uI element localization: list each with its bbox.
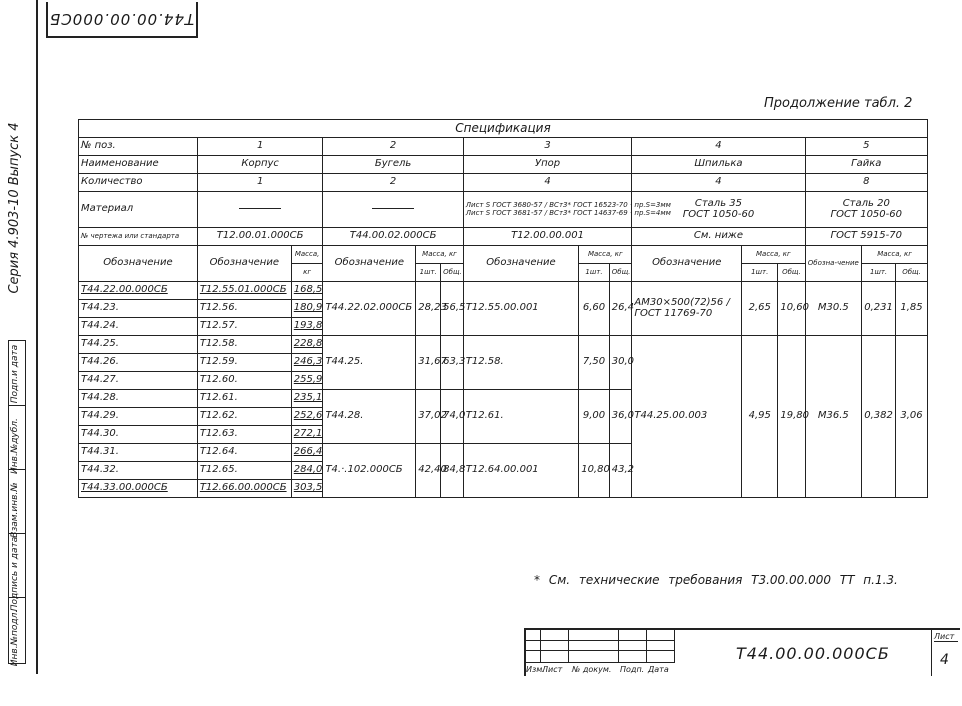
side-signature-boxes <box>8 340 26 667</box>
header-1sht: 1шт. <box>579 264 610 282</box>
header-1sht: 1шт. <box>862 264 896 282</box>
side-label: Инв.№дубл. <box>10 418 20 474</box>
korpus-mass: 235,1 <box>291 390 323 408</box>
material-korpus-dash <box>197 192 323 228</box>
header-oboz-korpus: Обозначение <box>197 246 291 282</box>
main-oboz: Т44.28. <box>79 390 198 408</box>
name-bugel: Бугель <box>323 156 463 174</box>
main-oboz: Т44.30. <box>79 426 198 444</box>
korpus-oboz: Т12.64. <box>197 444 291 462</box>
header-oboz-bugel: Обозначение <box>323 246 416 282</box>
korpus-mass: 193,8 <box>291 318 323 336</box>
name-gayka: Гайка <box>805 156 927 174</box>
drawing-row <box>79 228 928 246</box>
pos-5: 5 <box>805 138 927 156</box>
sheet-cell <box>931 630 960 676</box>
bugel-oboz: Т44.28. <box>323 390 416 444</box>
upor-mass-1: 6,60 <box>579 282 610 336</box>
upor-mass-total: 43,2 <box>609 444 632 498</box>
continuation-note: Продолжение табл. 2 <box>764 96 913 111</box>
pos-label: № поз. <box>79 138 198 156</box>
bugel-mass-total: 84,8 <box>441 444 464 498</box>
qty-label: Количество <box>79 174 198 192</box>
left-margin-strip <box>0 0 36 674</box>
material-upor-line: Лист S ГОСТ 3680-57 / ВСт3* ГОСТ 16523-70 · пр.S=3мм <box>465 201 671 210</box>
material-row <box>79 192 928 228</box>
main-oboz: Т44.29. <box>79 408 198 426</box>
title-block <box>524 628 960 676</box>
main-oboz: Т44.25. <box>79 336 198 354</box>
korpus-oboz: Т12.58. <box>197 336 291 354</box>
material-line: ГОСТ 1050-60 <box>830 208 902 220</box>
main-oboz: Т44.23. <box>79 300 198 318</box>
tb-cell <box>526 650 541 663</box>
qty-3: 4 <box>463 174 632 192</box>
upor-mass-total: 30,0 <box>609 336 632 390</box>
bugel-mass-total: 56,5 <box>441 282 464 336</box>
header-mass-gayka: Масса, кг <box>862 246 928 264</box>
shp-mass-1: 2,65 <box>742 282 778 336</box>
main-oboz: Т44.24. <box>79 318 198 336</box>
bugel-oboz: Т4.·.102.000СБ <box>323 444 416 498</box>
table-title: Спецификация <box>79 120 928 138</box>
main-oboz: Т44.33.00.000СБ <box>79 480 198 498</box>
korpus-oboz: Т12.55.01.000СБ <box>197 282 291 300</box>
qty-5: 8 <box>805 174 927 192</box>
header-1sht: 1шт. <box>416 264 441 282</box>
drawing-1: Т12.00.01.000СБ <box>197 228 323 246</box>
korpus-oboz: Т12.63. <box>197 426 291 444</box>
table-row <box>79 282 928 300</box>
upor-mass-1: 7,50 <box>579 336 610 390</box>
gayka-oboz: М30.5 <box>805 282 862 336</box>
korpus-mass: 303,5 <box>291 480 323 498</box>
qty-4: 4 <box>632 174 805 192</box>
shp-oboz-text: АМ30×500(72)56 / ГОСТ 11769-70 <box>634 297 730 319</box>
upor-oboz: Т12.55.00.001 <box>463 282 578 336</box>
side-label: Подп.и дата <box>10 344 20 404</box>
tb-label-list: Лист <box>542 665 563 674</box>
korpus-mass: 228,8 <box>291 336 323 354</box>
material-gayka <box>805 192 927 228</box>
upor-mass-total: 36,0 <box>609 390 632 444</box>
pos-row <box>79 138 928 156</box>
specification-table <box>78 119 928 498</box>
pos-3: 3 <box>463 138 632 156</box>
title-block-grid <box>526 630 686 676</box>
table-row <box>79 336 928 354</box>
bugel-mass-1: 42,40 <box>416 444 441 498</box>
header-obsh: Общ. <box>778 264 805 282</box>
korpus-mass: 255,9 <box>291 372 323 390</box>
korpus-oboz: Т12.57. <box>197 318 291 336</box>
bugel-oboz: Т44.25. <box>323 336 416 390</box>
drawing-5: ГОСТ 5915-70 <box>805 228 927 246</box>
main-oboz: Т44.31. <box>79 444 198 462</box>
korpus-oboz: Т12.56. <box>197 300 291 318</box>
bugel-mass-1: 37,02 <box>416 390 441 444</box>
tb-label-dokum: № докум. <box>572 665 612 674</box>
main-oboz: Т44.32. <box>79 462 198 480</box>
korpus-mass: 168,5 <box>291 282 323 300</box>
bugel-mass-1: 31,67 <box>416 336 441 390</box>
material-label: Материал <box>79 192 198 228</box>
header-obsh: Общ. <box>609 264 632 282</box>
sheet-number: 4 <box>940 652 949 668</box>
side-label: Взам.инв.№ <box>10 482 20 538</box>
tb-cell <box>618 650 647 663</box>
gayka-mass-1: 0,382 <box>862 336 896 498</box>
korpus-mass: 266,4 <box>291 444 323 462</box>
header-oboz-gayka: Обозна-чение <box>805 246 862 282</box>
side-label: Подпись и дата <box>10 536 20 612</box>
upor-mass-1: 10,80 <box>579 444 610 498</box>
material-upor-line: Лист S ГОСТ 3681-57 / ВСт3* ГОСТ 14637-69 · пр.S=4мм <box>465 208 671 217</box>
upor-mass-1: 9,00 <box>579 390 610 444</box>
qty-1: 1 <box>197 174 323 192</box>
pos-4: 4 <box>632 138 805 156</box>
shp-mass-total: 10,60 <box>778 282 805 336</box>
shp-oboz: Т44.25.00.003 <box>632 336 742 498</box>
korpus-oboz: Т12.61. <box>197 390 291 408</box>
table-title-row <box>79 120 928 138</box>
subheader-row-1 <box>79 246 928 264</box>
korpus-mass: 180,9 <box>291 300 323 318</box>
tb-cell <box>646 650 675 663</box>
name-label: Наименование <box>79 156 198 174</box>
qty-2: 2 <box>323 174 463 192</box>
material-upor <box>463 192 671 228</box>
shp-mass-1: 4,95 <box>742 336 778 498</box>
name-shpilka: Шпилька <box>632 156 805 174</box>
main-oboz: Т44.22.00.000СБ <box>79 282 198 300</box>
bugel-mass-1: 28,23 <box>416 282 441 336</box>
gayka-mass-total: 3,06 <box>896 336 928 498</box>
shp-mass-total: 19,80 <box>778 336 805 498</box>
drawing-label: № чертежа или стандарта <box>79 228 198 246</box>
header-oboz-shp: Обозначение <box>632 246 742 282</box>
korpus-oboz: Т12.65. <box>197 462 291 480</box>
footnote: * См. технические требования Т3.00.00.000 ТТ п.1.3. <box>534 573 898 587</box>
bugel-mass-total: 63,3 <box>441 336 464 390</box>
header-mass-upor: Масса, кг <box>579 246 632 264</box>
korpus-mass: 246,3 <box>291 354 323 372</box>
qty-row <box>79 174 928 192</box>
pos-2: 2 <box>323 138 463 156</box>
main-oboz: Т44.26. <box>79 354 198 372</box>
tb-cell <box>540 650 569 663</box>
header-oboz-main: Обозначение <box>79 246 198 282</box>
sheet-label: Лист <box>934 632 958 642</box>
korpus-oboz: Т12.60. <box>197 372 291 390</box>
side-series-label: Серия 4.903-10 Выпуск 4 <box>7 122 22 294</box>
korpus-oboz: Т12.66.00.000СБ <box>197 480 291 498</box>
name-korpus: Корпус <box>197 156 323 174</box>
header-kg: кг <box>291 264 323 282</box>
korpus-mass: 284,0 <box>291 462 323 480</box>
gayka-mass-total: 1,85 <box>896 282 928 336</box>
korpus-oboz: Т12.59. <box>197 354 291 372</box>
pos-1: 1 <box>197 138 323 156</box>
bugel-mass-total: 74,0 <box>441 390 464 444</box>
shp-oboz <box>632 282 742 336</box>
bugel-oboz: Т44.22.02.000СБ <box>323 282 416 336</box>
upor-oboz: Т12.58. <box>463 336 578 390</box>
korpus-mass: 272,1 <box>291 426 323 444</box>
material-bugel-dash <box>323 192 463 228</box>
korpus-mass: 252,6 <box>291 408 323 426</box>
header-obsh: Общ. <box>441 264 464 282</box>
tb-label-podp: Подп. <box>620 665 645 674</box>
top-document-stamp <box>46 2 198 38</box>
main-oboz: Т44.27. <box>79 372 198 390</box>
name-row <box>79 156 928 174</box>
upor-oboz: Т12.64.00.001 <box>463 444 578 498</box>
gayka-oboz: М36.5 <box>805 336 862 498</box>
top-document-code: Т44.00.00.000СБ <box>49 10 195 28</box>
upor-oboz: Т12.61. <box>463 390 578 444</box>
tb-label-data: Дата <box>648 665 669 674</box>
upor-mass-total: 26,4 <box>609 282 632 336</box>
drawing-3: Т12.00.00.001 <box>463 228 632 246</box>
name-upor: Упор <box>463 156 632 174</box>
material-line: ГОСТ 1050-60 <box>682 208 755 220</box>
header-mass-shp: Масса, кг <box>742 246 805 264</box>
header-mass-bugel: Масса, кг <box>416 246 464 264</box>
tb-label-izm: Изм. <box>526 665 545 674</box>
korpus-oboz: Т12.62. <box>197 408 291 426</box>
header-oboz-upor: Обозначение <box>463 246 578 282</box>
header-1sht: 1шт. <box>742 264 778 282</box>
side-label: Инв.№подл. <box>10 609 20 667</box>
header-massa-korpus: Масса, <box>291 246 323 264</box>
tb-cell <box>568 650 619 663</box>
drawing-4: См. ниже <box>632 228 805 246</box>
gayka-mass-1: 0,231 <box>862 282 896 336</box>
material-line: Сталь 20 <box>842 198 890 209</box>
material-line: Сталь 35 <box>694 198 742 209</box>
title-block-code: Т44.00.00.000СБ <box>736 644 890 663</box>
drawing-2: Т44.00.02.000СБ <box>323 228 463 246</box>
header-obsh: Общ. <box>896 264 928 282</box>
